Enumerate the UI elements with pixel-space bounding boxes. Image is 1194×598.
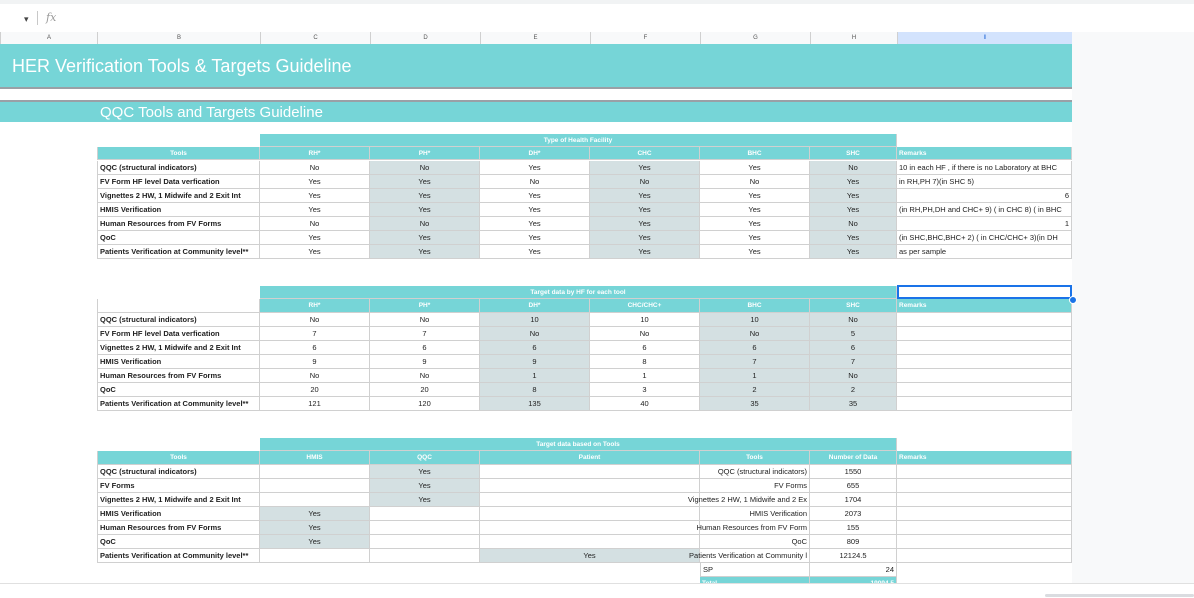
t3-row-hmis[interactable] (260, 549, 370, 563)
t1-header-7[interactable]: Remarks (897, 147, 1072, 160)
t3-row-remark[interactable] (897, 479, 1072, 493)
t2-row-value[interactable]: 1 (700, 369, 810, 383)
t2-row-tool[interactable]: QoC (97, 383, 260, 397)
t1-row-remark[interactable]: in RH,PH 7)(in SHC 5) (897, 175, 1072, 189)
t1-row-remark[interactable]: 10 in each HF , if there is no Laboratory at BHC (897, 161, 1072, 175)
t1-row-value[interactable]: Yes (260, 175, 370, 189)
t2-row-value[interactable]: 7 (370, 327, 480, 341)
t3-row-remark[interactable] (897, 521, 1072, 535)
t1-row-remark[interactable]: (in SHC,BHC,BHC+ 2) ( in CHC/CHC+ 3)(in DH (897, 231, 1072, 245)
t1-row-value[interactable]: Yes (810, 245, 897, 259)
column-header-e[interactable]: E (480, 32, 590, 44)
t2-row-value[interactable]: 5 (810, 327, 897, 341)
t1-header-3[interactable]: DH* (480, 147, 590, 160)
t1-row-tool[interactable]: HMIS Verification (97, 203, 260, 217)
t2-row-value[interactable]: 7 (810, 355, 897, 369)
t3-sp-label[interactable]: SP (700, 563, 810, 577)
t2-row-remark[interactable] (897, 383, 1072, 397)
t1-row-remark[interactable]: (in RH,PH,DH and CHC+ 9) ( in CHC 8) ( in BHC (897, 203, 1072, 217)
t3-row-tool[interactable]: Human Resources from FV Forms (97, 521, 260, 535)
t3-row-qqc[interactable] (370, 535, 480, 549)
t2-row-tool[interactable]: Vignettes 2 HW, 1 Midwife and 2 Exit Int (97, 341, 260, 355)
t3-row-hmis[interactable]: Yes (260, 507, 370, 521)
t3-row-tool2[interactable]: QoC (590, 535, 810, 549)
t3-row-number[interactable]: 809 (810, 535, 897, 549)
sheet-blank-area (1072, 32, 1194, 597)
t1-row-value[interactable]: Yes (700, 245, 810, 259)
t3-row-tool2[interactable]: Patients Verification at Community l (590, 549, 810, 563)
t1-row-value[interactable]: Yes (590, 203, 700, 217)
t1-row-value[interactable]: Yes (370, 245, 480, 259)
t2-row-remark[interactable] (897, 341, 1072, 355)
t3-row-tool[interactable]: Vignettes 2 HW, 1 Midwife and 2 Exit Int (97, 493, 260, 507)
t3-header-4[interactable]: Tools (700, 451, 810, 465)
name-box-dropdown-icon[interactable]: ▾ (24, 14, 29, 24)
t1-row-value[interactable]: Yes (700, 189, 810, 203)
t3-row-hmis[interactable] (260, 493, 370, 507)
t1-row-value[interactable]: Yes (700, 161, 810, 175)
t1-row-value[interactable]: Yes (590, 189, 700, 203)
page-title: HER Verification Tools & Targets Guideline (0, 44, 1072, 89)
t3-row-number[interactable]: 1704 (810, 493, 897, 507)
t3-header-5[interactable]: Number of Data (810, 451, 897, 465)
t1-row-value[interactable]: No (370, 161, 480, 175)
t1-row-tool[interactable]: QoC (97, 231, 260, 245)
t2-row-value[interactable]: 20 (370, 383, 480, 397)
t2-header-3[interactable]: DH* (480, 299, 590, 313)
t2-row-tool[interactable]: HMIS Verification (97, 355, 260, 369)
t1-group-header[interactable]: Type of Health Facility (260, 134, 897, 147)
t1-row-remark[interactable]: 1 (897, 217, 1072, 231)
column-header-b[interactable]: B (97, 32, 260, 44)
t1-header-1[interactable]: RH* (260, 147, 370, 160)
t2-header-5[interactable]: BHC (700, 299, 810, 313)
column-header-h[interactable]: H (810, 32, 897, 44)
t2-row-value[interactable]: No (480, 327, 590, 341)
t1-row-value[interactable]: No (810, 217, 897, 231)
t2-row-value[interactable]: 6 (700, 341, 810, 355)
t2-row-remark[interactable] (897, 327, 1072, 341)
t3-row-tool[interactable]: HMIS Verification (97, 507, 260, 521)
t1-row-value[interactable]: No (370, 217, 480, 231)
t2-row-value[interactable]: 6 (260, 341, 370, 355)
t1-row-value[interactable]: Yes (260, 203, 370, 217)
t1-row-value[interactable]: Yes (590, 245, 700, 259)
t2-row-value[interactable]: 10 (480, 313, 590, 327)
t2-row-value[interactable]: No (700, 327, 810, 341)
t2-row-value[interactable]: 20 (260, 383, 370, 397)
t2-row-value[interactable]: 35 (810, 397, 897, 411)
t1-row-tool[interactable]: Patients Verification at Community level** (97, 245, 260, 259)
sheet-footer (0, 583, 1194, 598)
t2-row-value[interactable]: 40 (590, 397, 700, 411)
t3-row-tool2[interactable]: FV Forms (590, 479, 810, 493)
t2-row-value[interactable]: 120 (370, 397, 480, 411)
t2-row-value[interactable]: 8 (590, 355, 700, 369)
t3-row-hmis[interactable]: Yes (260, 535, 370, 549)
t1-row-value[interactable]: Yes (370, 189, 480, 203)
t1-row-value[interactable]: Yes (480, 161, 590, 175)
t1-row-value[interactable]: Yes (260, 245, 370, 259)
t3-row-tool2[interactable]: QQC (structural indicators) (590, 465, 810, 479)
t1-row-value[interactable]: Yes (810, 203, 897, 217)
t1-row-value[interactable]: Yes (590, 217, 700, 231)
t3-header-1[interactable]: HMIS (260, 451, 370, 465)
t2-row-tool[interactable]: FV Form HF level Data verfication (97, 327, 260, 341)
t2-header-7[interactable]: Remarks (897, 299, 1072, 313)
t3-row-qqc[interactable] (370, 549, 480, 563)
t1-row-value[interactable]: Yes (370, 203, 480, 217)
t1-row-value[interactable]: Yes (480, 189, 590, 203)
t1-row-value[interactable]: Yes (810, 189, 897, 203)
t2-row-value[interactable]: 9 (370, 355, 480, 369)
t2-row-value[interactable]: No (810, 369, 897, 383)
t1-header-2[interactable]: PH* (370, 147, 480, 160)
column-header-i[interactable]: I (897, 32, 1072, 44)
t1-row-value[interactable]: Yes (260, 231, 370, 245)
t2-row-value[interactable]: 1 (590, 369, 700, 383)
t1-row-value[interactable]: Yes (590, 231, 700, 245)
t3-row-tool[interactable]: Patients Verification at Community level** (97, 549, 260, 563)
t2-row-value[interactable]: 2 (810, 383, 897, 397)
t1-row-value[interactable]: Yes (260, 189, 370, 203)
t2-row-remark[interactable] (897, 355, 1072, 369)
t2-row-value[interactable]: 10 (590, 313, 700, 327)
t2-group-header[interactable]: Target data by HF for each tool (260, 286, 897, 299)
t3-row-qqc[interactable] (370, 521, 480, 535)
t3-row-qqc[interactable]: Yes (370, 465, 480, 479)
t1-row-value[interactable]: No (480, 175, 590, 189)
t3-row-qqc[interactable]: Yes (370, 493, 480, 507)
formula-bar-separator (37, 11, 38, 25)
t1-header-5[interactable]: BHC (700, 147, 810, 160)
t1-row-value[interactable]: No (810, 161, 897, 175)
column-header-c[interactable]: C (260, 32, 370, 44)
t2-row-value[interactable]: No (260, 313, 370, 327)
t2-header-2[interactable]: PH* (370, 299, 480, 313)
t3-row-number[interactable]: 2073 (810, 507, 897, 521)
t1-row-value[interactable]: Yes (590, 161, 700, 175)
fx-icon: fx (46, 11, 57, 24)
t3-row-tool2[interactable]: Vignettes 2 HW, 1 Midwife and 2 Ex (590, 493, 810, 507)
toolbar-edge (0, 0, 1194, 4)
t1-row-remark[interactable]: 6 (897, 189, 1072, 203)
t1-row-tool[interactable]: QQC (structural indicators) (97, 161, 260, 175)
t3-row-remark[interactable] (897, 549, 1072, 563)
t3-group-header[interactable]: Target data based on Tools (260, 438, 897, 451)
t2-row-remark[interactable] (897, 313, 1072, 327)
t3-row-tool[interactable]: QQC (structural indicators) (97, 465, 260, 479)
t3-header-6[interactable]: Remarks (897, 451, 1072, 465)
t3-row-tool[interactable]: FV Forms (97, 479, 260, 493)
t3-row-hmis[interactable] (260, 465, 370, 479)
t2-row-tool[interactable]: QQC (structural indicators) (97, 313, 260, 327)
t2-row-value[interactable]: 6 (590, 341, 700, 355)
t3-sp-value[interactable]: 24 (810, 563, 897, 577)
t1-row-value[interactable]: Yes (370, 231, 480, 245)
t1-row-value[interactable]: Yes (480, 217, 590, 231)
t3-row-qqc[interactable]: Yes (370, 479, 480, 493)
t3-row-number[interactable]: 155 (810, 521, 897, 535)
t2-row-value[interactable]: No (370, 313, 480, 327)
t3-row-qqc[interactable] (370, 507, 480, 521)
t2-row-remark[interactable] (897, 397, 1072, 411)
t2-row-value[interactable]: 7 (260, 327, 370, 341)
t2-row-value[interactable]: 3 (590, 383, 700, 397)
t3-header-0[interactable]: Tools (97, 451, 260, 465)
t2-row-value[interactable]: 1 (480, 369, 590, 383)
t3-row-tool2[interactable]: Human Resources from FV Form (590, 521, 810, 535)
t1-row-value[interactable]: Yes (810, 231, 897, 245)
t3-header-3[interactable]: Patient (480, 451, 700, 465)
t2-header-0[interactable] (97, 299, 260, 313)
t2-row-value[interactable]: No (590, 327, 700, 341)
t1-row-value[interactable]: Yes (480, 245, 590, 259)
t3-row-tool2[interactable]: HMIS Verification (590, 507, 810, 521)
t1-row-value[interactable]: Yes (810, 175, 897, 189)
t2-row-tool[interactable]: Patients Verification at Community level** (97, 397, 260, 411)
t3-header-2[interactable]: QQC (370, 451, 480, 465)
t1-row-tool[interactable]: Human Resources from FV Forms (97, 217, 260, 231)
t1-row-value[interactable]: No (260, 217, 370, 231)
t3-row-remark[interactable] (897, 465, 1072, 479)
t2-row-value[interactable]: No (370, 369, 480, 383)
column-header-d[interactable]: D (370, 32, 480, 44)
t1-row-value[interactable]: No (590, 175, 700, 189)
t1-row-value[interactable]: No (260, 161, 370, 175)
t3-row-remark[interactable] (897, 535, 1072, 549)
t2-header-4[interactable]: CHC/CHC+ (590, 299, 700, 313)
t2-row-value[interactable]: 8 (480, 383, 590, 397)
t2-row-value[interactable]: 135 (480, 397, 590, 411)
t3-row-tool[interactable]: QoC (97, 535, 260, 549)
column-header-f[interactable]: F (590, 32, 700, 44)
t3-row-hmis[interactable]: Yes (260, 521, 370, 535)
selected-cell[interactable] (897, 285, 1072, 299)
t2-row-value[interactable]: No (810, 313, 897, 327)
t2-row-tool[interactable]: Human Resources from FV Forms (97, 369, 260, 383)
t2-row-value[interactable]: 7 (700, 355, 810, 369)
t2-row-value[interactable]: 6 (810, 341, 897, 355)
t2-row-value[interactable]: 6 (370, 341, 480, 355)
t1-row-value[interactable]: Yes (370, 175, 480, 189)
t1-row-value[interactable]: Yes (700, 203, 810, 217)
t2-row-value[interactable]: No (260, 369, 370, 383)
t2-header-1[interactable]: RH* (260, 299, 370, 313)
t3-row-patient[interactable]: Yes (480, 549, 700, 563)
t3-row-number[interactable]: 655 (810, 479, 897, 493)
column-header-a[interactable]: A (0, 32, 97, 44)
t3-row-number[interactable]: 1550 (810, 465, 897, 479)
t3-row-remark[interactable] (897, 507, 1072, 521)
t1-row-tool[interactable]: FV Form HF level Data verfication (97, 175, 260, 189)
t2-row-value[interactable]: 9 (260, 355, 370, 369)
t2-row-value[interactable]: 2 (700, 383, 810, 397)
t3-row-number[interactable]: 12124.5 (810, 549, 897, 563)
t1-header-6[interactable]: SHC (810, 147, 897, 160)
t3-row-remark[interactable] (897, 493, 1072, 507)
column-header-g[interactable]: G (700, 32, 810, 44)
t1-header-4[interactable]: CHC (590, 147, 700, 160)
t3-row-hmis[interactable] (260, 479, 370, 493)
t1-row-remark[interactable]: as per sample (897, 245, 1072, 259)
t1-row-tool[interactable]: Vignettes 2 HW, 1 Midwife and 2 Exit Int (97, 189, 260, 203)
t2-row-value[interactable]: 10 (700, 313, 810, 327)
t1-row-value[interactable]: Yes (480, 203, 590, 217)
t2-row-value[interactable]: 121 (260, 397, 370, 411)
t1-row-value[interactable]: Yes (700, 231, 810, 245)
t1-row-value[interactable]: Yes (480, 231, 590, 245)
section-title: QQC Tools and Targets Guideline (0, 100, 1072, 122)
selection-fill-handle[interactable] (1069, 296, 1077, 304)
formula-bar (0, 0, 1194, 33)
t2-row-value[interactable]: 35 (700, 397, 810, 411)
t1-row-value[interactable]: Yes (700, 217, 810, 231)
t2-row-value[interactable]: 6 (480, 341, 590, 355)
t1-row-value[interactable]: No (700, 175, 810, 189)
t2-row-value[interactable]: 9 (480, 355, 590, 369)
t1-header-0[interactable]: Tools (97, 147, 260, 160)
t2-row-remark[interactable] (897, 369, 1072, 383)
t2-header-6[interactable]: SHC (810, 299, 897, 313)
